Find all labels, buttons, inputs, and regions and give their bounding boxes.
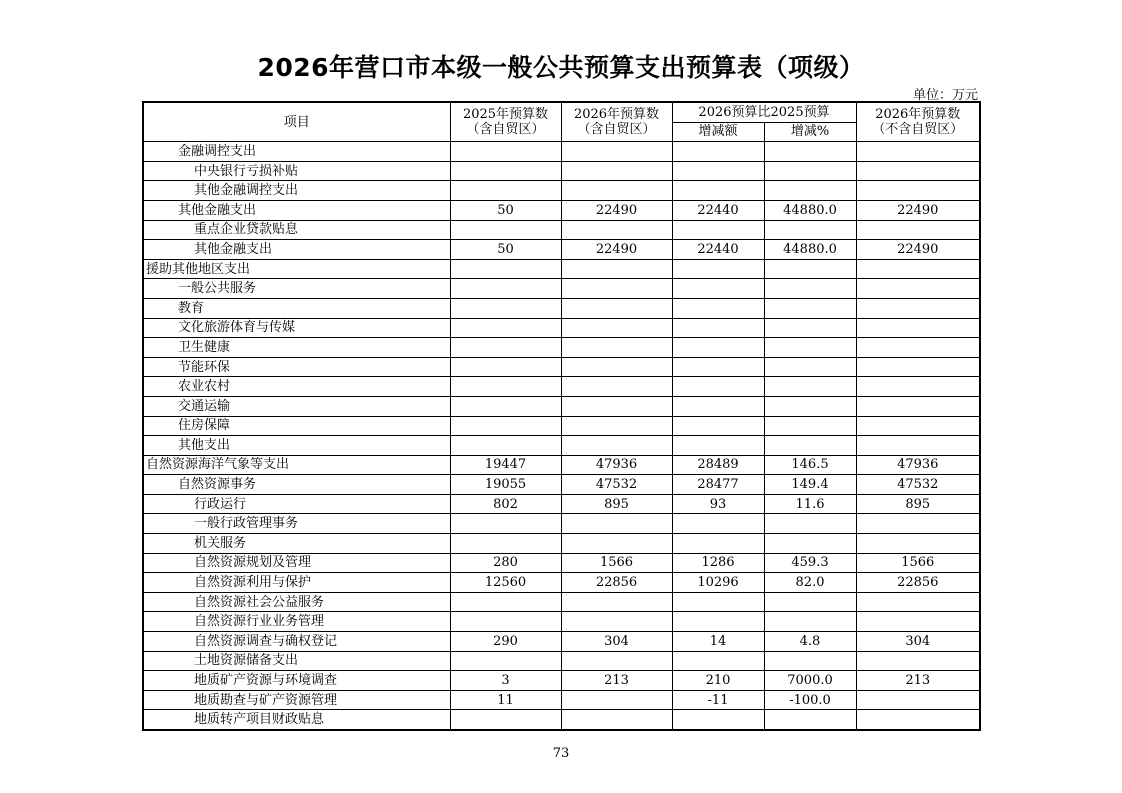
row-2026ex-cell: 47532	[856, 475, 980, 495]
row-pct-cell	[764, 710, 856, 730]
row-2026ex-cell: 1566	[856, 553, 980, 573]
row-2025-cell	[450, 298, 561, 318]
table-row	[143, 592, 980, 612]
row-name-cell: 农业农村	[143, 377, 450, 397]
row-2025-cell: 280	[450, 553, 561, 573]
row-diff-cell	[672, 181, 764, 201]
row-2025-cell: 19447	[450, 455, 561, 475]
row-pct-cell: 459.3	[764, 553, 856, 573]
row-diff-cell	[672, 514, 764, 534]
row-2025-cell	[450, 161, 561, 181]
row-2026-cell: 47532	[561, 475, 672, 495]
row-diff-cell: 28489	[672, 455, 764, 475]
table-row	[143, 534, 980, 554]
row-2025-cell: 19055	[450, 475, 561, 495]
row-name-cell: 自然资源利用与保护	[143, 573, 450, 593]
row-name-cell: 重点企业贷款贴息	[143, 220, 450, 240]
row-pct-cell	[764, 651, 856, 671]
row-pct-cell	[764, 396, 856, 416]
row-pct-cell	[764, 318, 856, 338]
row-2026-cell	[561, 298, 672, 318]
row-diff-cell	[672, 651, 764, 671]
row-2026ex-cell	[856, 318, 980, 338]
table-row	[143, 259, 980, 279]
table-row	[143, 161, 980, 181]
row-name-cell: 交通运输	[143, 396, 450, 416]
row-diff-cell: 28477	[672, 475, 764, 495]
row-2025-cell: 12560	[450, 573, 561, 593]
row-name-cell: 其他金融支出	[143, 240, 450, 260]
row-name-cell: 自然资源社会公益服务	[143, 592, 450, 612]
row-name-cell: 教育	[143, 298, 450, 318]
row-name-cell: 一般行政管理事务	[143, 514, 450, 534]
row-diff-cell	[672, 357, 764, 377]
row-2025-cell	[450, 592, 561, 612]
row-diff-cell	[672, 161, 764, 181]
row-pct-cell	[764, 357, 856, 377]
row-pct-cell: 11.6	[764, 494, 856, 514]
table-row	[143, 220, 980, 240]
page-title: 2026年营口市本级一般公共预算支出预算表（项级）	[257, 53, 865, 82]
row-2026ex-cell	[856, 651, 980, 671]
row-2026ex-cell: 22490	[856, 200, 980, 220]
row-2026-cell	[561, 338, 672, 358]
row-diff-cell: 14	[672, 632, 764, 652]
row-2026-cell: 213	[561, 671, 672, 691]
row-pct-cell	[764, 416, 856, 436]
row-pct-cell	[764, 436, 856, 456]
table-row	[143, 240, 980, 260]
row-pct-cell	[764, 377, 856, 397]
table-row	[143, 338, 980, 358]
row-diff-cell: -11	[672, 690, 764, 710]
row-name-cell: 其他金融支出	[143, 200, 450, 220]
row-name-cell: 其他支出	[143, 436, 450, 456]
row-name-cell: 自然资源海洋气象等支出	[143, 455, 450, 475]
row-2026-cell	[561, 142, 672, 162]
row-pct-cell	[764, 161, 856, 181]
row-2026-cell: 47936	[561, 455, 672, 475]
header-2026-ex	[856, 102, 980, 142]
row-name-cell: 中央银行亏损补贴	[143, 161, 450, 181]
row-diff-cell	[672, 220, 764, 240]
row-2026-cell	[561, 259, 672, 279]
table-row	[143, 377, 980, 397]
row-2026-cell	[561, 220, 672, 240]
row-2025-cell	[450, 259, 561, 279]
row-2026-cell	[561, 161, 672, 181]
table-row	[143, 357, 980, 377]
header-2026-line2: （含自贸区）	[577, 122, 656, 138]
row-diff-cell: 210	[672, 671, 764, 691]
row-2026ex-cell	[856, 690, 980, 710]
row-diff-cell	[672, 279, 764, 299]
row-pct-cell: 149.4	[764, 475, 856, 495]
row-2026ex-cell	[856, 612, 980, 632]
row-2026ex-cell	[856, 220, 980, 240]
row-2026-cell	[561, 377, 672, 397]
row-pct-cell	[764, 514, 856, 534]
row-pct-cell	[764, 279, 856, 299]
row-2026-cell	[561, 651, 672, 671]
row-2026ex-cell	[856, 416, 980, 436]
row-2026-cell	[561, 612, 672, 632]
header-change-pct: 增减%	[764, 122, 856, 142]
row-2026ex-cell	[856, 161, 980, 181]
row-name-cell: 卫生健康	[143, 338, 450, 358]
row-2026ex-cell: 304	[856, 632, 980, 652]
row-2025-cell	[450, 279, 561, 299]
row-name-cell: 文化旅游体育与传媒	[143, 318, 450, 338]
row-2026ex-cell	[856, 710, 980, 730]
row-diff-cell	[672, 259, 764, 279]
row-2025-cell: 290	[450, 632, 561, 652]
row-2026ex-cell	[856, 534, 980, 554]
header-change-amount: 增减额	[672, 122, 764, 142]
table-row	[143, 553, 980, 573]
row-2025-cell	[450, 436, 561, 456]
row-2026ex-cell	[856, 377, 980, 397]
table-row	[143, 573, 980, 593]
row-pct-cell: 44880.0	[764, 200, 856, 220]
row-2026ex-cell	[856, 592, 980, 612]
header-2026-line1: 2026年预算数	[573, 107, 660, 123]
row-2025-cell	[450, 338, 561, 358]
row-name-cell: 自然资源调查与确权登记	[143, 632, 450, 652]
row-2026-cell: 895	[561, 494, 672, 514]
row-name-cell: 其他金融调控支出	[143, 181, 450, 201]
row-2025-cell	[450, 377, 561, 397]
row-2025-cell	[450, 181, 561, 201]
table-row	[143, 514, 980, 534]
row-name-cell: 地质勘查与矿产资源管理	[143, 690, 450, 710]
row-2026-cell: 22856	[561, 573, 672, 593]
row-2026-cell	[561, 514, 672, 534]
table-row	[143, 142, 980, 162]
row-diff-cell	[672, 318, 764, 338]
table-row	[143, 279, 980, 299]
row-2026-cell	[561, 534, 672, 554]
row-diff-cell: 10296	[672, 573, 764, 593]
table-row	[143, 651, 980, 671]
row-pct-cell	[764, 259, 856, 279]
row-diff-cell	[672, 710, 764, 730]
row-2026ex-cell	[856, 514, 980, 534]
row-pct-cell: 44880.0	[764, 240, 856, 260]
table-row	[143, 298, 980, 318]
row-2025-cell: 50	[450, 240, 561, 260]
table-row	[143, 181, 980, 201]
row-name-cell: 机关服务	[143, 534, 450, 554]
row-2026ex-cell	[856, 396, 980, 416]
row-2026-cell	[561, 592, 672, 612]
row-diff-cell	[672, 592, 764, 612]
row-2026ex-cell: 213	[856, 671, 980, 691]
header-2026ex-line2: （不含自贸区）	[872, 122, 964, 138]
row-2026ex-cell	[856, 338, 980, 358]
row-2026-cell: 1566	[561, 553, 672, 573]
row-2025-cell: 3	[450, 671, 561, 691]
row-2025-cell	[450, 612, 561, 632]
row-name-cell: 节能环保	[143, 357, 450, 377]
row-2026-cell	[561, 396, 672, 416]
row-2025-cell: 50	[450, 200, 561, 220]
table-row	[143, 396, 980, 416]
row-pct-cell	[764, 534, 856, 554]
row-2025-cell: 11	[450, 690, 561, 710]
page-number: 73	[552, 746, 570, 761]
header-compare: 2026预算比2025预算	[672, 102, 856, 122]
row-diff-cell	[672, 436, 764, 456]
unit-label: 单位：万元	[912, 88, 978, 103]
row-2026ex-cell	[856, 279, 980, 299]
row-name-cell: 行政运行	[143, 494, 450, 514]
row-2026ex-cell	[856, 181, 980, 201]
table-row	[143, 200, 980, 220]
row-2025-cell	[450, 534, 561, 554]
row-name-cell: 住房保障	[143, 416, 450, 436]
row-2025-cell	[450, 416, 561, 436]
table-body	[143, 142, 980, 730]
row-name-cell: 地质矿产资源与环境调查	[143, 671, 450, 691]
row-2025-cell	[450, 318, 561, 338]
row-2026ex-cell	[856, 436, 980, 456]
header-2026	[561, 102, 672, 142]
table-row	[143, 690, 980, 710]
row-diff-cell: 22440	[672, 240, 764, 260]
table-row	[143, 416, 980, 436]
row-2026-cell	[561, 318, 672, 338]
row-2026-cell	[561, 279, 672, 299]
row-name-cell: 自然资源行业业务管理	[143, 612, 450, 632]
row-2025-cell	[450, 142, 561, 162]
budget-table	[142, 101, 981, 731]
row-diff-cell	[672, 377, 764, 397]
row-2026ex-cell: 22856	[856, 573, 980, 593]
row-diff-cell: 22440	[672, 200, 764, 220]
row-2025-cell	[450, 651, 561, 671]
header-2025-line1: 2025年预算数	[462, 107, 549, 123]
row-name-cell: 金融调控支出	[143, 142, 450, 162]
row-diff-cell	[672, 416, 764, 436]
row-diff-cell	[672, 142, 764, 162]
row-pct-cell	[764, 220, 856, 240]
table-row	[143, 455, 980, 475]
header-item: 项目	[143, 102, 450, 142]
row-2026ex-cell	[856, 357, 980, 377]
row-2025-cell	[450, 357, 561, 377]
row-pct-cell	[764, 298, 856, 318]
row-2026-cell: 304	[561, 632, 672, 652]
row-2025-cell: 802	[450, 494, 561, 514]
table-row	[143, 436, 980, 456]
row-2026ex-cell: 22490	[856, 240, 980, 260]
table-row	[143, 710, 980, 730]
row-name-cell: 自然资源规划及管理	[143, 553, 450, 573]
row-pct-cell: -100.0	[764, 690, 856, 710]
row-name-cell: 自然资源事务	[143, 475, 450, 495]
table-row	[143, 475, 980, 495]
row-diff-cell	[672, 298, 764, 318]
row-2026ex-cell: 47936	[856, 455, 980, 475]
row-2026ex-cell	[856, 259, 980, 279]
row-pct-cell	[764, 612, 856, 632]
row-2025-cell	[450, 710, 561, 730]
table-row	[143, 671, 980, 691]
row-diff-cell: 93	[672, 494, 764, 514]
row-2026-cell	[561, 710, 672, 730]
row-pct-cell	[764, 181, 856, 201]
row-2026ex-cell	[856, 142, 980, 162]
table-row	[143, 318, 980, 338]
row-2025-cell	[450, 514, 561, 534]
row-2026-cell: 22490	[561, 240, 672, 260]
row-pct-cell: 82.0	[764, 573, 856, 593]
row-2025-cell	[450, 396, 561, 416]
row-2026ex-cell: 895	[856, 494, 980, 514]
header-2025-line2: （含自贸区）	[466, 122, 545, 138]
row-name-cell: 援助其他地区支出	[143, 259, 450, 279]
row-2026-cell	[561, 181, 672, 201]
row-diff-cell	[672, 534, 764, 554]
row-2026-cell	[561, 690, 672, 710]
row-diff-cell: 1286	[672, 553, 764, 573]
row-diff-cell	[672, 338, 764, 358]
row-2026-cell	[561, 436, 672, 456]
row-pct-cell: 146.5	[764, 455, 856, 475]
row-pct-cell	[764, 592, 856, 612]
row-2026-cell	[561, 357, 672, 377]
row-pct-cell	[764, 142, 856, 162]
table-row	[143, 632, 980, 652]
row-pct-cell: 4.8	[764, 632, 856, 652]
table-row	[143, 494, 980, 514]
row-name-cell: 一般公共服务	[143, 279, 450, 299]
header-2026ex-line1: 2026年预算数	[875, 107, 961, 123]
header-2025	[450, 102, 561, 142]
row-2026-cell	[561, 416, 672, 436]
row-name-cell: 地质转产项目财政贴息	[143, 710, 450, 730]
row-pct-cell: 7000.0	[764, 671, 856, 691]
row-2026ex-cell	[856, 298, 980, 318]
row-pct-cell	[764, 338, 856, 358]
row-diff-cell	[672, 612, 764, 632]
row-name-cell: 土地资源储备支出	[143, 651, 450, 671]
row-2025-cell	[450, 220, 561, 240]
row-diff-cell	[672, 396, 764, 416]
table-header	[143, 102, 980, 142]
table-row	[143, 612, 980, 632]
row-2026-cell: 22490	[561, 200, 672, 220]
